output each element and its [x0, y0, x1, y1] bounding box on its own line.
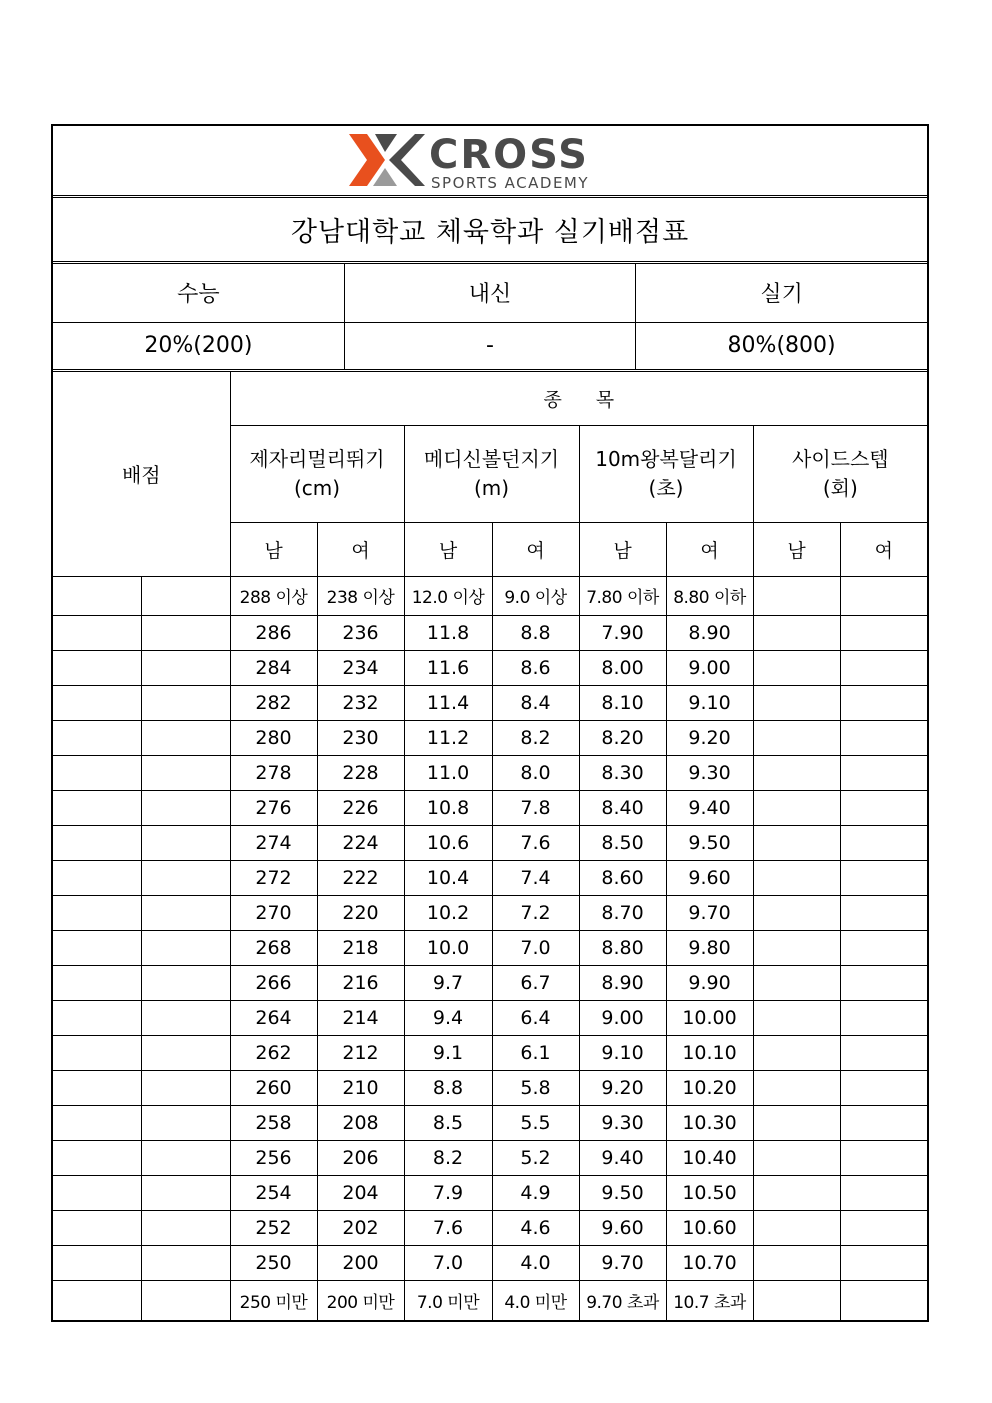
value-cell: 8.4 [492, 686, 579, 721]
value-cell [840, 1036, 927, 1071]
value-cell: 10.8 [404, 791, 492, 826]
score-cell [53, 1141, 141, 1176]
gender-header: 여 [840, 523, 927, 576]
value-cell: 8.6 [492, 651, 579, 686]
value-cell: 220 [317, 896, 404, 931]
table-row [53, 1141, 927, 1176]
gender-header: 남 [579, 523, 666, 576]
gender-header: 남 [753, 523, 840, 576]
event-medicine-ball-throw: 메디신볼던지기 (m) [404, 425, 579, 522]
value-cell: 8.10 [579, 686, 666, 721]
value-cell: 7.6 [492, 826, 579, 861]
value-cell: 276 [230, 791, 317, 826]
value-cell: 9.10 [666, 686, 753, 721]
logo-band [53, 126, 927, 198]
svg-text:CROSS: CROSS [429, 132, 589, 178]
score-cell [53, 721, 141, 756]
value-cell: 8.80 [579, 931, 666, 966]
value-cell: 282 [230, 686, 317, 721]
value-cell: 212 [317, 1036, 404, 1071]
score-cell [53, 616, 141, 651]
score-cell [53, 576, 141, 616]
value-cell: 10.10 [666, 1036, 753, 1071]
cross-sports-academy-logo [345, 130, 635, 192]
value-cell [840, 1281, 927, 1320]
value-cell: 10.0 [404, 931, 492, 966]
value-cell: 252 [230, 1211, 317, 1246]
value-cell: 256 [230, 1141, 317, 1176]
value-cell: 9.00 [579, 1001, 666, 1036]
value-cell: 204 [317, 1176, 404, 1211]
value-cell [753, 861, 840, 896]
value-cell [840, 1246, 927, 1281]
score-cell [141, 791, 230, 826]
score-table [53, 372, 927, 1320]
value-cell [753, 791, 840, 826]
gender-header: 남 [230, 523, 317, 576]
value-cell: 8.50 [579, 826, 666, 861]
value-cell [753, 686, 840, 721]
event-standing-long-jump: 제자리멀리뛰기 (cm) [230, 425, 404, 522]
score-cell [53, 1106, 141, 1141]
table-row [53, 756, 927, 791]
value-cell: 9.70 초과 [579, 1281, 666, 1320]
event-10m-shuttle-run: 10m왕복달리기 (초) [579, 425, 753, 522]
value-cell: 9.50 [666, 826, 753, 861]
score-cell [141, 1001, 230, 1036]
value-cell: 9.80 [666, 931, 753, 966]
value-cell: 268 [230, 931, 317, 966]
value-cell: 216 [317, 966, 404, 1001]
value-cell: 238 이상 [317, 576, 404, 616]
value-cell: 10.50 [666, 1176, 753, 1211]
svg-text:SPORTS ACADEMY: SPORTS ACADEMY [431, 174, 590, 192]
value-cell: 9.20 [666, 721, 753, 756]
table-row [53, 966, 927, 1001]
value-cell: 272 [230, 861, 317, 896]
value-cell [840, 651, 927, 686]
value-cell: 11.8 [404, 616, 492, 651]
value-cell [840, 1071, 927, 1106]
score-cell [141, 576, 230, 616]
value-cell: 266 [230, 966, 317, 1001]
value-cell: 8.5 [404, 1106, 492, 1141]
value-cell: 288 이상 [230, 576, 317, 616]
score-cell [141, 826, 230, 861]
table-row [53, 861, 927, 896]
value-cell: 9.0 이상 [492, 576, 579, 616]
value-cell: 7.6 [404, 1211, 492, 1246]
value-cell: 230 [317, 721, 404, 756]
value-cell: 11.4 [404, 686, 492, 721]
value-cell: 8.80 이하 [666, 576, 753, 616]
value-cell: 8.70 [579, 896, 666, 931]
value-cell [753, 931, 840, 966]
score-cell [141, 931, 230, 966]
score-cell [141, 1071, 230, 1106]
score-sheet [51, 124, 929, 1322]
score-cell [141, 966, 230, 1001]
value-cell: 278 [230, 756, 317, 791]
value-cell [840, 616, 927, 651]
value-cell: 7.4 [492, 861, 579, 896]
ratio-table [53, 264, 927, 372]
value-cell: 7.0 [492, 931, 579, 966]
table-row [53, 791, 927, 826]
gender-header: 여 [492, 523, 579, 576]
value-cell: 8.30 [579, 756, 666, 791]
score-cell [141, 616, 230, 651]
value-cell [753, 576, 840, 616]
table-row [53, 1246, 927, 1281]
value-cell: 250 미만 [230, 1281, 317, 1320]
value-cell: 7.0 미만 [404, 1281, 492, 1320]
value-cell: 5.2 [492, 1141, 579, 1176]
table-row [53, 1071, 927, 1106]
score-cell [53, 651, 141, 686]
value-cell: 7.0 [404, 1246, 492, 1281]
value-cell: 6.1 [492, 1036, 579, 1071]
table-row [53, 1176, 927, 1211]
value-cell: 10.6 [404, 826, 492, 861]
value-cell [840, 861, 927, 896]
value-cell [840, 686, 927, 721]
value-cell [753, 721, 840, 756]
score-cell [141, 896, 230, 931]
value-cell: 214 [317, 1001, 404, 1036]
value-cell: 5.5 [492, 1106, 579, 1141]
score-cell [141, 1141, 230, 1176]
value-cell: 10.20 [666, 1071, 753, 1106]
value-cell [840, 756, 927, 791]
page-title: 강남대학교 체육학과 실기배점표 [53, 198, 927, 264]
value-cell: 274 [230, 826, 317, 861]
value-cell: 9.00 [666, 651, 753, 686]
score-cell [141, 1106, 230, 1141]
table-row [53, 1001, 927, 1036]
value-cell: 9.7 [404, 966, 492, 1001]
value-cell: 10.2 [404, 896, 492, 931]
table-row [53, 826, 927, 861]
score-cell [53, 896, 141, 931]
value-cell [753, 896, 840, 931]
value-cell: 284 [230, 651, 317, 686]
value-cell: 6.7 [492, 966, 579, 1001]
value-cell [840, 721, 927, 756]
value-cell [840, 826, 927, 861]
value-cell: 4.9 [492, 1176, 579, 1211]
value-cell [753, 1001, 840, 1036]
value-cell: 222 [317, 861, 404, 896]
value-cell: 9.60 [666, 861, 753, 896]
score-cell [141, 651, 230, 686]
score-cell [53, 861, 141, 896]
value-cell [753, 756, 840, 791]
value-cell: 7.90 [579, 616, 666, 651]
score-cell [141, 686, 230, 721]
table-row [53, 721, 927, 756]
score-cell [53, 756, 141, 791]
value-cell: 270 [230, 896, 317, 931]
value-cell [840, 791, 927, 826]
score-cell [53, 686, 141, 721]
value-cell: 280 [230, 721, 317, 756]
table-row [53, 686, 927, 721]
gender-header: 남 [404, 523, 492, 576]
value-cell [753, 616, 840, 651]
score-cell [53, 1246, 141, 1281]
value-cell: 200 [317, 1246, 404, 1281]
value-cell: 8.90 [666, 616, 753, 651]
score-cell [53, 1281, 141, 1320]
ratio-header-silgi: 실기 [636, 264, 927, 322]
table-row [53, 616, 927, 651]
value-cell: 264 [230, 1001, 317, 1036]
gender-header: 여 [317, 523, 404, 576]
value-cell: 9.1 [404, 1036, 492, 1071]
table-row [53, 1106, 927, 1141]
value-cell [840, 1211, 927, 1246]
score-cell [141, 1211, 230, 1246]
table-row [53, 651, 927, 686]
value-cell: 9.60 [579, 1211, 666, 1246]
value-cell: 9.20 [579, 1071, 666, 1106]
table-row [53, 931, 927, 966]
table-row [53, 576, 927, 616]
value-cell [753, 1141, 840, 1176]
table-row [53, 1281, 927, 1320]
value-cell: 4.6 [492, 1211, 579, 1246]
table-row [53, 896, 927, 931]
score-cell [53, 791, 141, 826]
value-cell [840, 966, 927, 1001]
value-cell [840, 1106, 927, 1141]
value-cell [840, 1001, 927, 1036]
value-cell: 10.60 [666, 1211, 753, 1246]
value-cell: 8.8 [404, 1071, 492, 1106]
value-cell: 202 [317, 1211, 404, 1246]
value-cell: 210 [317, 1071, 404, 1106]
value-cell: 6.4 [492, 1001, 579, 1036]
value-cell: 7.8 [492, 791, 579, 826]
value-cell [753, 826, 840, 861]
value-cell: 8.40 [579, 791, 666, 826]
value-cell: 262 [230, 1036, 317, 1071]
value-cell: 9.40 [666, 791, 753, 826]
value-cell: 9.90 [666, 966, 753, 1001]
value-cell [840, 576, 927, 616]
value-cell: 9.30 [579, 1106, 666, 1141]
ratio-value-silgi: 80%(800) [636, 322, 927, 369]
value-cell: 8.00 [579, 651, 666, 686]
score-cell [53, 1071, 141, 1106]
value-cell: 206 [317, 1141, 404, 1176]
value-cell [840, 1141, 927, 1176]
value-cell [753, 1106, 840, 1141]
value-cell [753, 1071, 840, 1106]
value-cell: 250 [230, 1246, 317, 1281]
value-cell: 258 [230, 1106, 317, 1141]
value-cell: 234 [317, 651, 404, 686]
value-cell: 10.40 [666, 1141, 753, 1176]
score-cell [141, 1176, 230, 1211]
value-cell: 9.70 [579, 1246, 666, 1281]
event-header: 종목 [230, 372, 927, 425]
value-cell: 12.0 이상 [404, 576, 492, 616]
value-cell [840, 896, 927, 931]
value-cell [753, 651, 840, 686]
gender-header: 여 [666, 523, 753, 576]
value-cell: 7.9 [404, 1176, 492, 1211]
score-cell [53, 931, 141, 966]
value-cell: 236 [317, 616, 404, 651]
score-cell [53, 826, 141, 861]
value-cell: 10.00 [666, 1001, 753, 1036]
value-cell [753, 1246, 840, 1281]
value-cell: 10.4 [404, 861, 492, 896]
value-cell: 8.2 [492, 721, 579, 756]
score-cell [53, 1001, 141, 1036]
value-cell: 8.8 [492, 616, 579, 651]
value-cell: 9.4 [404, 1001, 492, 1036]
value-cell: 218 [317, 931, 404, 966]
value-cell: 208 [317, 1106, 404, 1141]
table-row [53, 1036, 927, 1071]
value-cell: 9.40 [579, 1141, 666, 1176]
ratio-value-naesin: - [344, 322, 635, 369]
value-cell: 224 [317, 826, 404, 861]
value-cell: 8.0 [492, 756, 579, 791]
value-cell: 11.2 [404, 721, 492, 756]
value-cell: 7.80 이하 [579, 576, 666, 616]
value-cell: 11.6 [404, 651, 492, 686]
value-cell: 200 미만 [317, 1281, 404, 1320]
value-cell [753, 1036, 840, 1071]
score-cell [53, 966, 141, 1001]
value-cell: 8.90 [579, 966, 666, 1001]
value-cell [840, 931, 927, 966]
score-header: 배점 [53, 372, 230, 576]
value-cell: 8.20 [579, 721, 666, 756]
value-cell [753, 966, 840, 1001]
score-cell [141, 861, 230, 896]
value-cell: 4.0 미만 [492, 1281, 579, 1320]
value-cell [753, 1176, 840, 1211]
value-cell: 9.50 [579, 1176, 666, 1211]
value-cell: 228 [317, 756, 404, 791]
value-cell [753, 1281, 840, 1320]
value-cell: 5.8 [492, 1071, 579, 1106]
value-cell: 7.2 [492, 896, 579, 931]
score-cell [141, 1036, 230, 1071]
value-cell: 232 [317, 686, 404, 721]
score-cell [53, 1211, 141, 1246]
value-cell: 8.60 [579, 861, 666, 896]
ratio-value-suneung: 20%(200) [53, 322, 344, 369]
value-cell: 11.0 [404, 756, 492, 791]
score-cell [141, 756, 230, 791]
value-cell: 9.70 [666, 896, 753, 931]
event-side-step: 사이드스텝 (회) [753, 425, 927, 522]
value-cell [753, 1211, 840, 1246]
value-cell: 254 [230, 1176, 317, 1211]
value-cell: 226 [317, 791, 404, 826]
ratio-header-naesin: 내신 [344, 264, 635, 322]
score-cell [53, 1036, 141, 1071]
value-cell: 4.0 [492, 1246, 579, 1281]
value-cell: 286 [230, 616, 317, 651]
value-cell: 9.10 [579, 1036, 666, 1071]
value-cell: 8.2 [404, 1141, 492, 1176]
value-cell: 9.30 [666, 756, 753, 791]
table-row [53, 1211, 927, 1246]
value-cell: 10.7 초과 [666, 1281, 753, 1320]
score-cell [53, 1176, 141, 1211]
value-cell [840, 1176, 927, 1211]
score-cell [141, 1281, 230, 1320]
value-cell: 10.30 [666, 1106, 753, 1141]
score-cell [141, 1246, 230, 1281]
ratio-header-suneung: 수능 [53, 264, 344, 322]
value-cell: 260 [230, 1071, 317, 1106]
score-cell [141, 721, 230, 756]
value-cell: 10.70 [666, 1246, 753, 1281]
